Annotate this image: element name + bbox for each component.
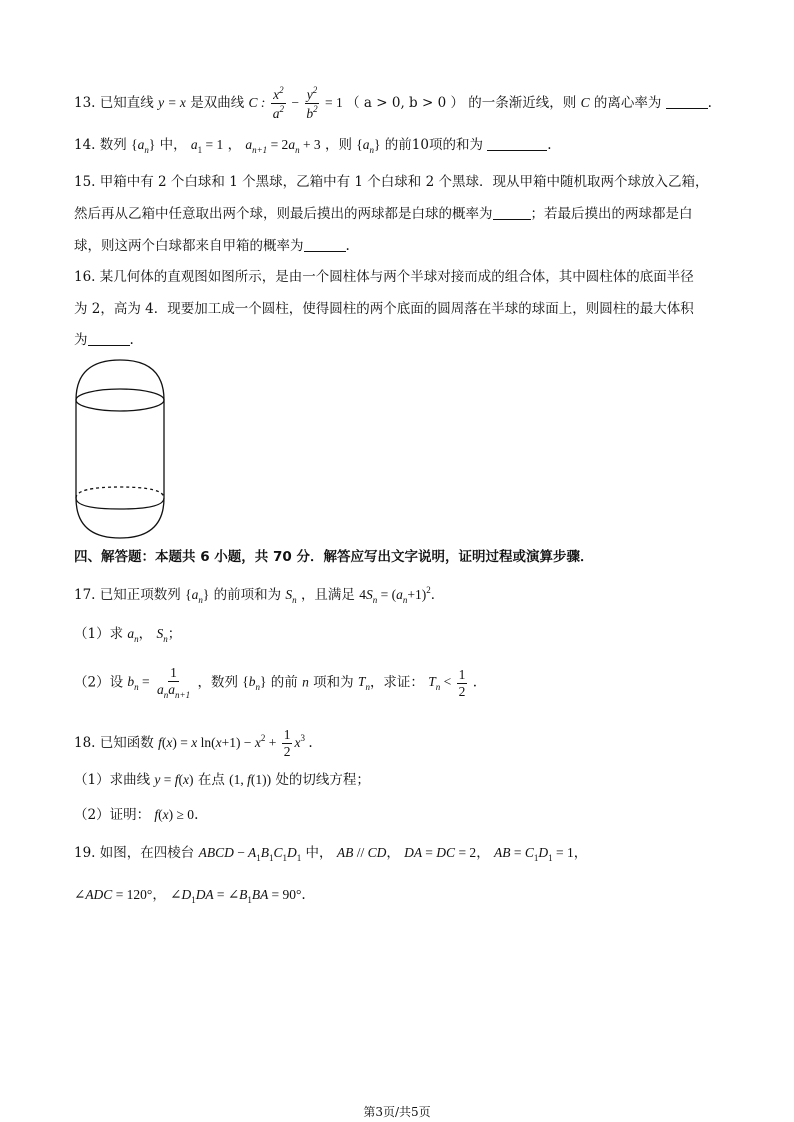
question-14: 14. 数列 $\{a_n\}$ 中， $a_1 = 1$ ， $a_{n+1} = 2a_n + 3$ ，则 $\{a_n\}$ 的前10项的和为 . (74, 137, 552, 155)
answer-blank (487, 150, 547, 151)
page-footer: 第3页/共5页 (363, 1105, 431, 1119)
question-13: 13. 已知直线 y = x 是双曲线 C : $\frac{x^2}{a^2}$ − $\frac{y^2}{b^2}$ = 1 （ a > 0, b > 0 ） 的一条渐近线，则 C 的离心率为 . (74, 85, 712, 122)
question-19: 19. 如图，在四棱台 ABCD − $A_1B_1C_1D_1$ 中， AB // CD， DA = DC = 2， AB = $C_1D_1 = 1$， (74, 845, 588, 863)
question-18-part-1: （1）求曲线 y = f(x) 在点 (1, f(1)) 处的切线方程； (74, 772, 370, 788)
answer-blank (88, 345, 130, 346)
capsule-figure (72, 358, 168, 540)
question-number: 13. (74, 94, 96, 111)
math-function: f(x) = x $\ln(x+1) - x^2$ + $\frac{1}{2}$ $x^3$ (158, 727, 305, 760)
question-16-line-1: 16. 某几何体的直观图如图所示，是由一个圆柱体与两个半球对接而成的组合体，其中圆柱体的底面半径 (74, 269, 694, 285)
bottom-base-visible (76, 498, 164, 509)
answer-blank (493, 219, 531, 220)
question-17: 17. 已知正项数列 $\{a_n\}$ 的前项和为 $S_n$ ，且满足 $4S_n = (a_n+1)^2$． (74, 585, 445, 605)
question-16-line-2: 为 2，高为 4．现要加工成一个圆柱，使得圆柱的两个底面的圆周落在半球的球面上，则圆柱的最大体积 (74, 301, 694, 317)
top-base-front (76, 389, 164, 411)
answer-blank (666, 108, 708, 109)
question-15-line-1: 15. 甲箱中有 2 个白球和 1 个黑球，乙箱中有 1 个白球和 2 个黑球．现从甲箱中随机取两个球放入乙箱， (74, 174, 709, 190)
question-18-part-2: （2）证明： f(x) ≥ 0. (74, 807, 199, 823)
question-17-part-2: （2）设 $b_n$ = $\frac{1}{a_na_{n+1}}$ ，数列 $\{b_n\}$ 的前 n 项和为 $T_n$，求证： $T_n$ < $\frac{1}{2}$ . (74, 665, 478, 701)
question-19-line-2: ∠ADC = 120°， $\angle D_1DA$ = $\angle B_1BA = 90^\circ$. (74, 887, 306, 905)
math-line-eq: y = x (158, 94, 186, 110)
question-18: 18. 已知函数 f(x) = x $\ln(x+1) - x^2$ + $\frac{1}{2}$ $x^3$ . (74, 727, 313, 760)
question-15-line-3: 球，则这两个白球都来自甲箱的概率为 . (74, 238, 350, 254)
question-16-line-3: 为 . (74, 332, 134, 348)
question-15-line-2: 然后再从乙箱中任意取出两个球，则最后摸出的两球都是白球的概率为 ；若最后摸出的两球都是白 (74, 206, 693, 222)
question-17-part-1: （1）求 $a_n$， $S_n$； (74, 626, 182, 644)
bottom-base-hidden (76, 487, 164, 498)
bottom-hemisphere (76, 498, 164, 538)
answer-blank (304, 251, 346, 252)
math-hyperbola: C : $\frac{x^2}{a^2}$ − $\frac{y^2}{b^2}$ = 1 (248, 85, 343, 122)
section-4-heading: 四、解答题：本题共 6 小题，共 70 分．解答应写出文字说明，证明过程或演算步骤． (74, 549, 594, 565)
top-hemisphere (76, 360, 164, 400)
